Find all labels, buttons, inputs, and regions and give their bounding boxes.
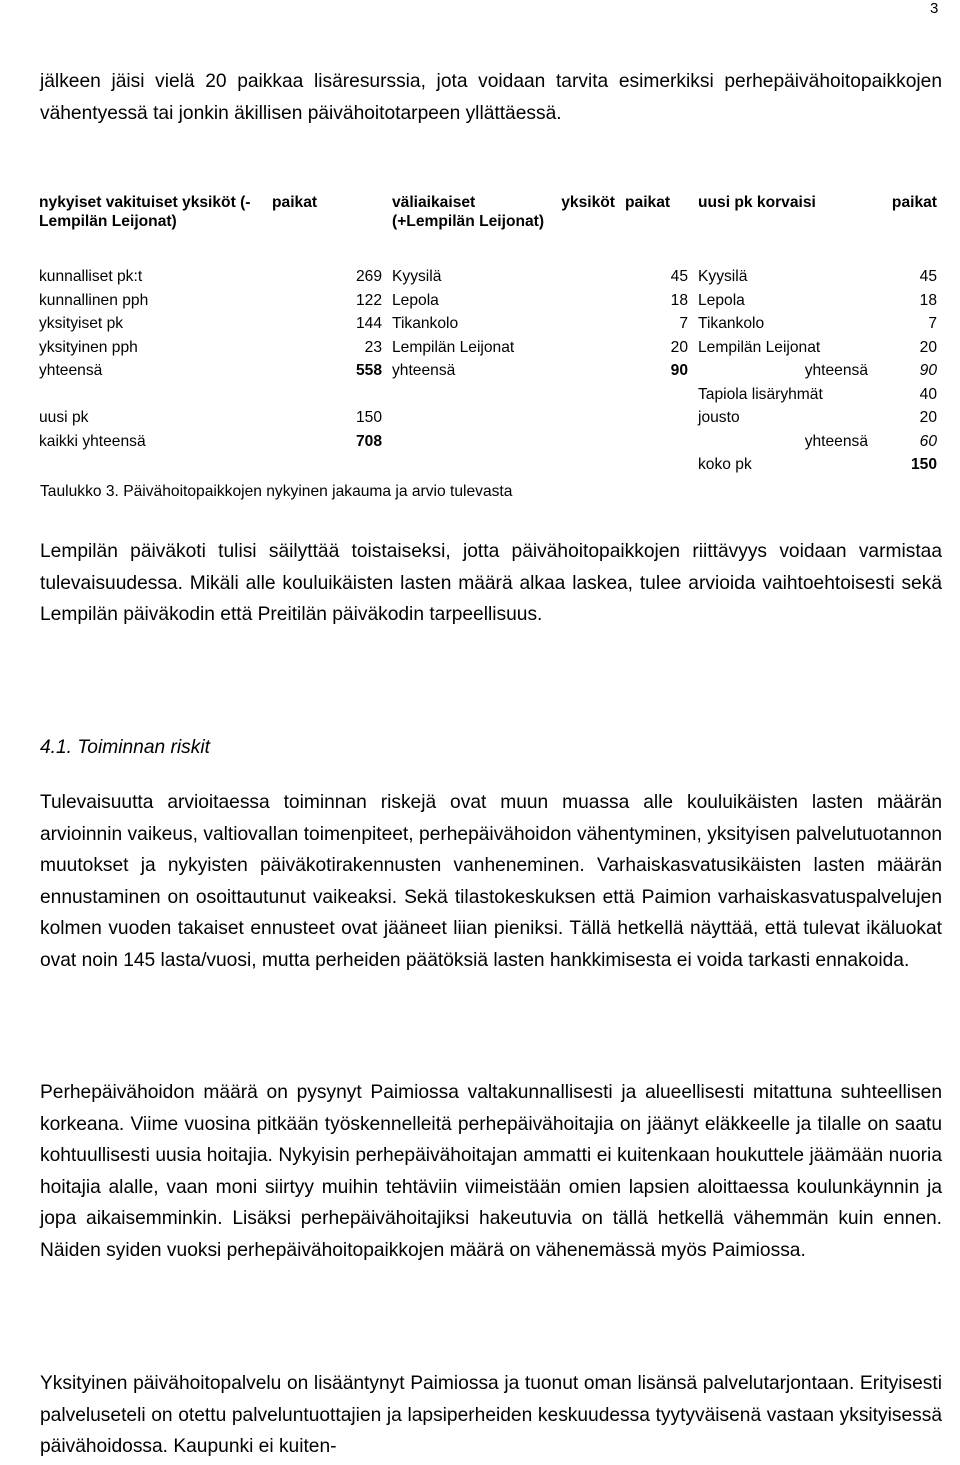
header-new-daycare-replaces: uusi pk korvaisi bbox=[698, 194, 816, 211]
table-row bbox=[34, 313, 942, 337]
table-cell: 122 bbox=[355, 291, 382, 309]
table-cell: 90 bbox=[670, 362, 688, 379]
table-cell bbox=[620, 407, 693, 431]
table-cell bbox=[387, 384, 620, 408]
table-cell bbox=[620, 454, 693, 478]
table-cell: 558 bbox=[355, 362, 382, 379]
table-cell: 45 bbox=[919, 268, 937, 285]
header-temporary-units: väliaikaiset yksiköt (+Lempilän Leijonat) bbox=[392, 194, 615, 230]
table-cell: uusi pk bbox=[39, 409, 89, 426]
table-cell bbox=[387, 431, 620, 455]
table-cell: 23 bbox=[364, 338, 382, 356]
table-cell: 7 bbox=[679, 315, 688, 332]
header-current-units: nykyiset vakituiset yksiköt (- Lempilän Leijonat) bbox=[39, 194, 251, 230]
table-cell bbox=[34, 454, 267, 478]
table-row-grand-total bbox=[34, 431, 942, 455]
table-row bbox=[34, 266, 942, 290]
table-cell: 150 bbox=[355, 409, 382, 426]
table-row-totals bbox=[34, 360, 942, 384]
table-cell: kunnallinen pph bbox=[39, 291, 149, 309]
table-cell: yksityinen pph bbox=[39, 338, 138, 356]
table-cell bbox=[620, 384, 693, 408]
table-cell: kaikki yhteensä bbox=[39, 432, 146, 450]
table-cell: Kyysilä bbox=[392, 268, 442, 285]
paragraph-4: Perhepäivähoidon määrä on pysynyt Paimiossa valtakunnallisesti ja alueellisesti mitattuna suhteellisen korkeana. Viime vuosina pitkään työskennelleitä perhepäivähoitajia on jäänyt eläkkeelle ja tilalle on saatu kohtuullisesti uusia hoitajia. Nykyisin perhepäivähoitajan ammatti ei kuitenkaan houkuttele jäämään nuoria hoitajia alalle, vaan moni siirtyy muihin tehtäviin viimeistään omien lapsien aloittaessa koulunkäynnin ja jopa aikaisemminkin. Lisäksi perhepäivähoitajiksi hakeutuvia on tällä hetkellä vähemmän kuin ennen. Näiden syiden vuoksi perhepäivähoitopaikkojen määrä on vähenemässä myös Paimiossa. bbox=[40, 1082, 942, 1261]
table-cell: Lempilän Leijonat bbox=[698, 338, 821, 356]
table-cell: jousto bbox=[698, 409, 740, 426]
table-cell bbox=[387, 454, 620, 478]
table-cell: Lempilän Leijonat bbox=[392, 338, 515, 356]
table-cell bbox=[267, 454, 387, 478]
table-cell: 90 bbox=[919, 362, 937, 379]
table-cell: 60 bbox=[919, 432, 937, 450]
header-places-2: paikat bbox=[625, 194, 671, 211]
table-cell: Tikankolo bbox=[698, 315, 765, 332]
intro-paragraph: jälkeen jäisi vielä 20 paikkaa lisäresurssia, jota voidaan tarvita esimerkiksi perhepäivähoitopaikkojen vähentyessä tai jonkin äkillisen päivähoitotarpeen yllättäessä. bbox=[40, 71, 942, 124]
table-cell: 150 bbox=[910, 456, 937, 473]
table-row bbox=[34, 407, 942, 431]
table-cell bbox=[34, 384, 267, 408]
table-row bbox=[34, 337, 942, 361]
table-row bbox=[34, 384, 942, 408]
places-table-container bbox=[34, 192, 942, 478]
table-cell: Tapiola lisäryhmät bbox=[698, 385, 823, 403]
table-cell bbox=[267, 384, 387, 408]
table-cell: 7 bbox=[928, 315, 937, 332]
table-cell: yhteensä bbox=[804, 432, 868, 450]
table-cell: 144 bbox=[355, 315, 382, 332]
table-caption: Taulukko 3. Päivähoitopaikkojen nykyinen jakauma ja arvio tulevasta bbox=[40, 483, 513, 500]
header-places-1: paikat bbox=[272, 194, 318, 211]
table-cell: 40 bbox=[919, 385, 937, 403]
table-cell: Tikankolo bbox=[392, 315, 459, 332]
table-cell: koko pk bbox=[698, 456, 752, 473]
table-cell: yksityiset pk bbox=[39, 315, 124, 332]
header-places-3: paikat bbox=[891, 194, 937, 211]
table-cell: yhteensä bbox=[804, 362, 868, 379]
paragraph-5: Yksityinen päivähoitopalvelu on lisääntynyt Paimiossa ja tuonut oman lisänsä palvelutarjontaan. Erityisesti palveluseteli on otettu palveluntuottajien ja lapsiperheiden keskuudessa tyytyväisenä vastaan yksityisessä päivähoidossa. Kaupunki ei kuiten- bbox=[40, 1373, 942, 1457]
places-table bbox=[34, 192, 942, 478]
table-cell bbox=[620, 431, 693, 455]
table-row-total-new bbox=[34, 454, 942, 478]
table-cell: 20 bbox=[919, 409, 937, 426]
table-cell: 45 bbox=[670, 268, 688, 285]
table-cell: Lepola bbox=[698, 291, 745, 309]
table-row bbox=[34, 290, 942, 314]
table-cell: 20 bbox=[670, 338, 688, 356]
table-cell: 269 bbox=[355, 268, 382, 285]
table-cell: 708 bbox=[355, 432, 382, 450]
table-cell: 18 bbox=[670, 291, 688, 309]
table-cell: yhteensä bbox=[39, 362, 103, 379]
section-heading: 4.1. Toiminnan riskit bbox=[40, 737, 210, 758]
table-cell: 18 bbox=[919, 291, 937, 309]
table-cell: kunnalliset pk:t bbox=[39, 268, 143, 285]
table-header-row bbox=[34, 192, 942, 266]
paragraph-2: Lempilän päiväkoti tulisi säilyttää toistaiseksi, jotta päivähoitopaikkojen riittävyys voidaan varmistaa tulevaisuudessa. Mikäli alle kouluikäisten lasten määrä alkaa laskea, tulee arvioida vaihtoehtoisesti sekä Lempilän päiväkodin että Preitilän päiväkodin tarpeellisuus. bbox=[40, 541, 942, 625]
table-cell bbox=[387, 407, 620, 431]
table-cell: Kyysilä bbox=[698, 268, 748, 285]
table-cell: 20 bbox=[919, 338, 937, 356]
page-number: 3 bbox=[930, 0, 939, 17]
table-cell: yhteensä bbox=[392, 362, 456, 379]
paragraph-3: Tulevaisuutta arvioitaessa toiminnan riskejä ovat muun muassa alle kouluikäisten lasten määrän arvioinnin vaikeus, valtiovallan toimenpiteet, perhepäivähoidon vähentyminen, yksityisen palvelutuotannon muutokset ja nykyisten päiväkotirakennusten vanheneminen. Varhaiskasvatusikäisten lasten määrän ennustaminen on osoittautunut vaikeaksi. Sekä tilastokeskuksen että Paimion varhaiskasvatuspalvelujen kolmen vuoden takaiset ennusteet ovat jääneet liian pieniksi. Tällä hetkellä näyttää, että tulevat ikäluokat ovat noin 145 lasta/vuosi, mutta perheiden päätöksiä lasten hankkimisesta ei voida tarkasti ennakoida. bbox=[40, 792, 942, 971]
table-cell: Lepola bbox=[392, 291, 439, 309]
